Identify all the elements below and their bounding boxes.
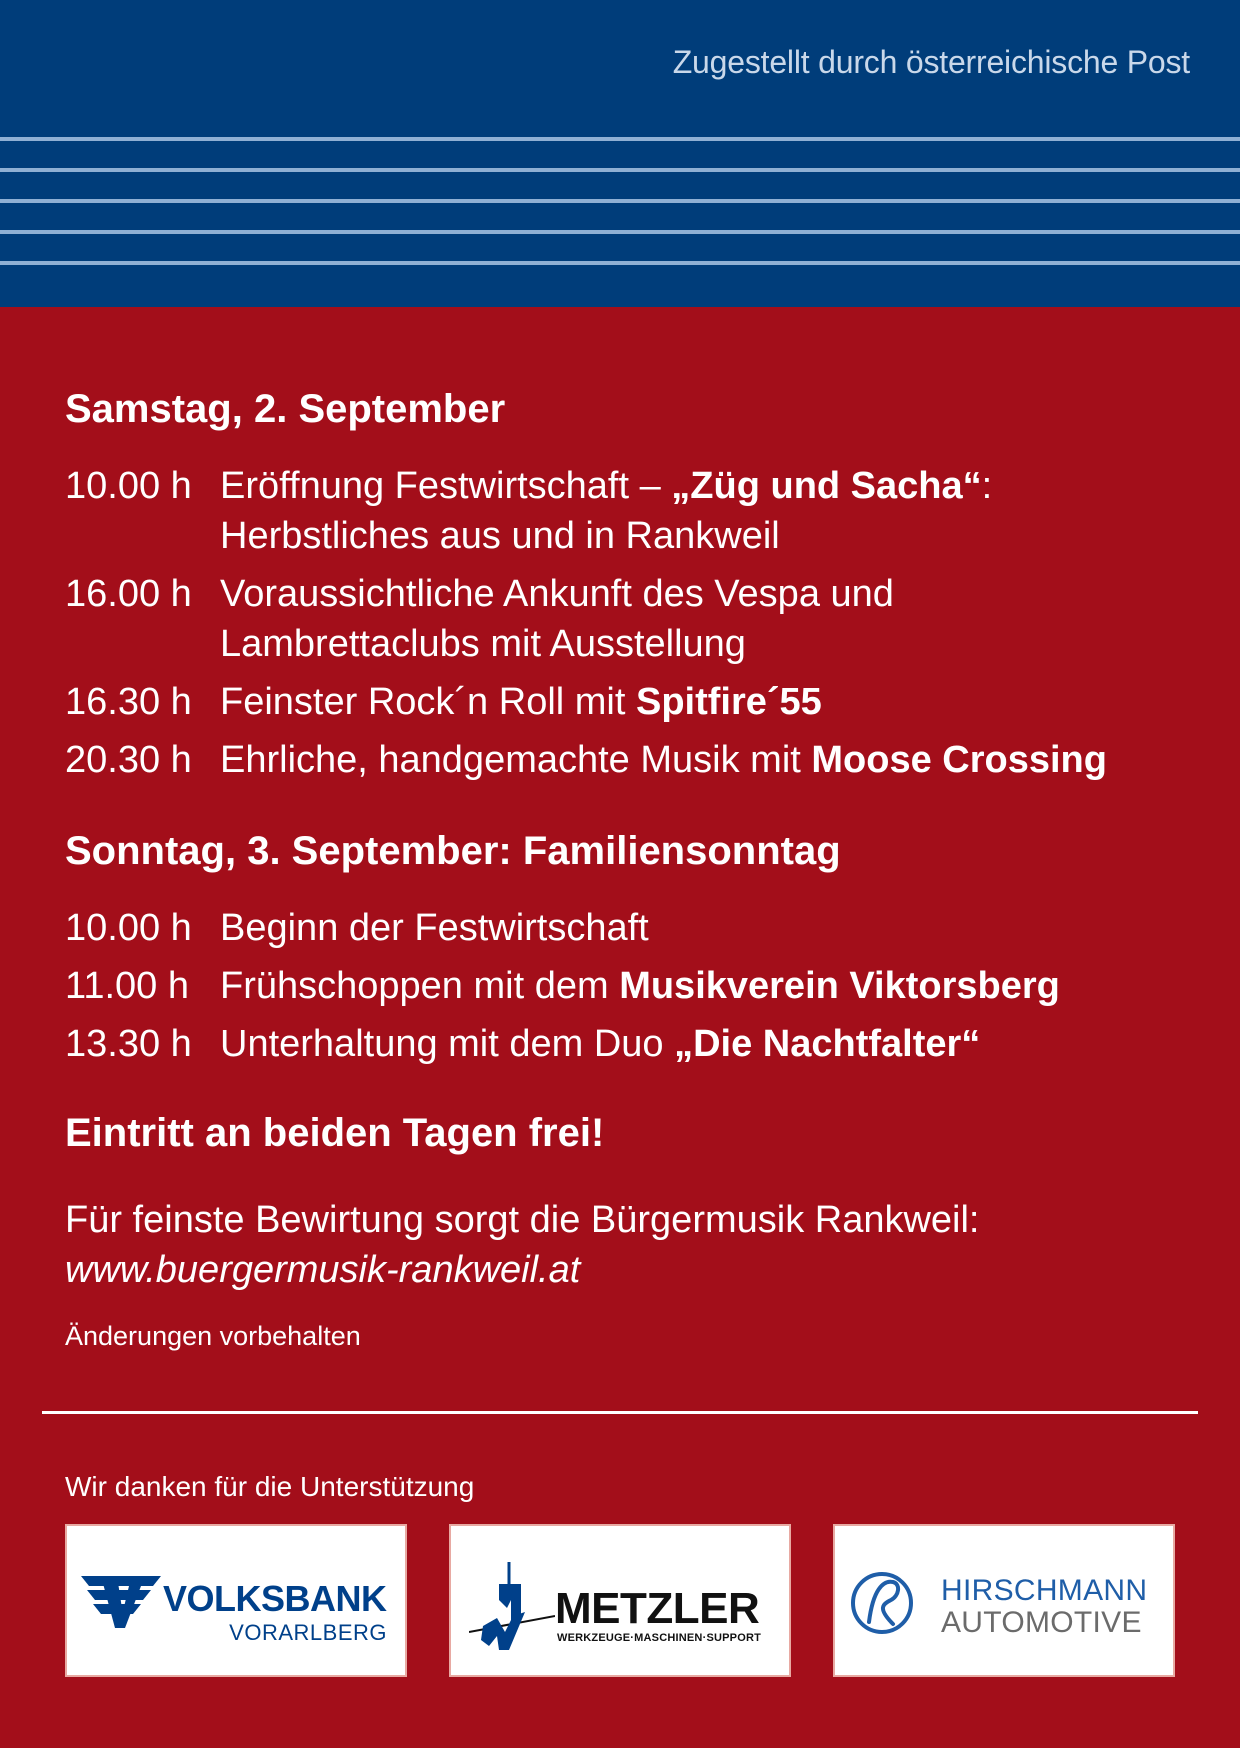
event-highlight: „Die Nachtfalter“ <box>674 1023 981 1065</box>
metzler-icon <box>469 1560 555 1652</box>
event-text: Feinster Rock´n Roll mit <box>220 681 636 723</box>
header-stripe <box>0 261 1240 265</box>
event-text: : <box>981 465 993 507</box>
admission-note: Eintritt an beiden Tagen frei! <box>65 1111 605 1155</box>
event-description <box>220 961 1215 1011</box>
metzler-sub: WERKZEUGE·MASCHINEN·SUPPORT <box>557 1632 762 1644</box>
event-text: Beginn der Festwirtschaft <box>220 907 649 949</box>
catering-text: Für feinste Bewirtung sorgt die Bürgermusik Rankweil: <box>65 1199 980 1241</box>
event-highlight: Spitfire´55 <box>635 681 822 723</box>
volksbank-name: VOLKSBANK <box>163 1578 387 1619</box>
sponsor-hirschmann-logo <box>833 1524 1175 1677</box>
event-highlight: Musikverein Viktorsberg <box>619 965 1060 1007</box>
event-row <box>65 461 1215 561</box>
event-text: Ehrliche, handgemachte Musik mit <box>220 739 812 781</box>
event-time: 11.00 h <box>65 965 189 1007</box>
event-row <box>65 569 1215 669</box>
metzler-name: METZLER <box>555 1584 760 1633</box>
event-text: Lambrettaclubs mit Ausstellung <box>220 623 746 665</box>
event-row <box>65 735 1215 785</box>
volksbank-icon <box>81 1574 161 1630</box>
delivery-note: Zugestellt durch österreichische Post <box>672 44 1190 80</box>
saturday-events <box>65 461 1215 785</box>
event-time: 10.00 h <box>65 907 192 949</box>
header-stripe <box>0 137 1240 141</box>
event-time: 10.00 h <box>65 465 192 507</box>
event-text: Unterhaltung mit dem Duo <box>220 1023 675 1065</box>
header-stripe <box>0 230 1240 234</box>
sponsor-volksbank-logo <box>65 1524 407 1677</box>
disclaimer: Änderungen vorbehalten <box>65 1321 361 1351</box>
event-row <box>65 903 1215 953</box>
event-description <box>220 569 1215 669</box>
event-text: Eröffnung Festwirtschaft – <box>220 465 672 507</box>
divider <box>42 1411 1198 1414</box>
program <box>65 385 1215 1353</box>
event-time: 16.30 h <box>65 681 192 723</box>
website-link[interactable]: www.buergermusik-rankweil.at <box>65 1249 581 1291</box>
hirschmann-name: HIRSCHMANN <box>941 1574 1148 1607</box>
event-highlight: Moose Crossing <box>811 739 1107 781</box>
event-description <box>220 903 1215 953</box>
event-text: Frühschoppen mit dem <box>220 965 620 1007</box>
event-row <box>65 961 1215 1011</box>
event-row <box>65 1019 1215 1069</box>
event-description <box>220 677 1215 727</box>
saturday-heading: Samstag, 2. September <box>65 387 506 431</box>
event-highlight: „Züg und Sacha“ <box>671 465 982 507</box>
sunday-heading: Sonntag, 3. September: Familiensonntag <box>65 829 841 873</box>
catering-note <box>65 1195 1215 1295</box>
header-stripe <box>0 168 1240 172</box>
hirschmann-sub: AUTOMOTIVE <box>941 1606 1142 1639</box>
event-text: Voraussichtliche Ankunft des Vespa und <box>220 573 894 615</box>
header-band <box>0 0 1240 307</box>
hirschmann-icon <box>849 1570 915 1636</box>
event-time: 20.30 h <box>65 739 192 781</box>
event-time: 13.30 h <box>65 1023 192 1065</box>
sunday-events <box>65 903 1215 1069</box>
event-text: Herbstliches aus und in Rankweil <box>220 515 780 557</box>
sponsor-thanks: Wir danken für die Unterstützung <box>65 1471 475 1502</box>
event-description <box>220 461 1215 561</box>
volksbank-sub: VORARLBERG <box>229 1620 387 1645</box>
event-description <box>220 735 1215 785</box>
sponsor-metzler-logo <box>449 1524 791 1677</box>
event-row <box>65 677 1215 727</box>
event-description <box>220 1019 1215 1069</box>
header-stripe <box>0 199 1240 203</box>
event-time: 16.00 h <box>65 573 192 615</box>
